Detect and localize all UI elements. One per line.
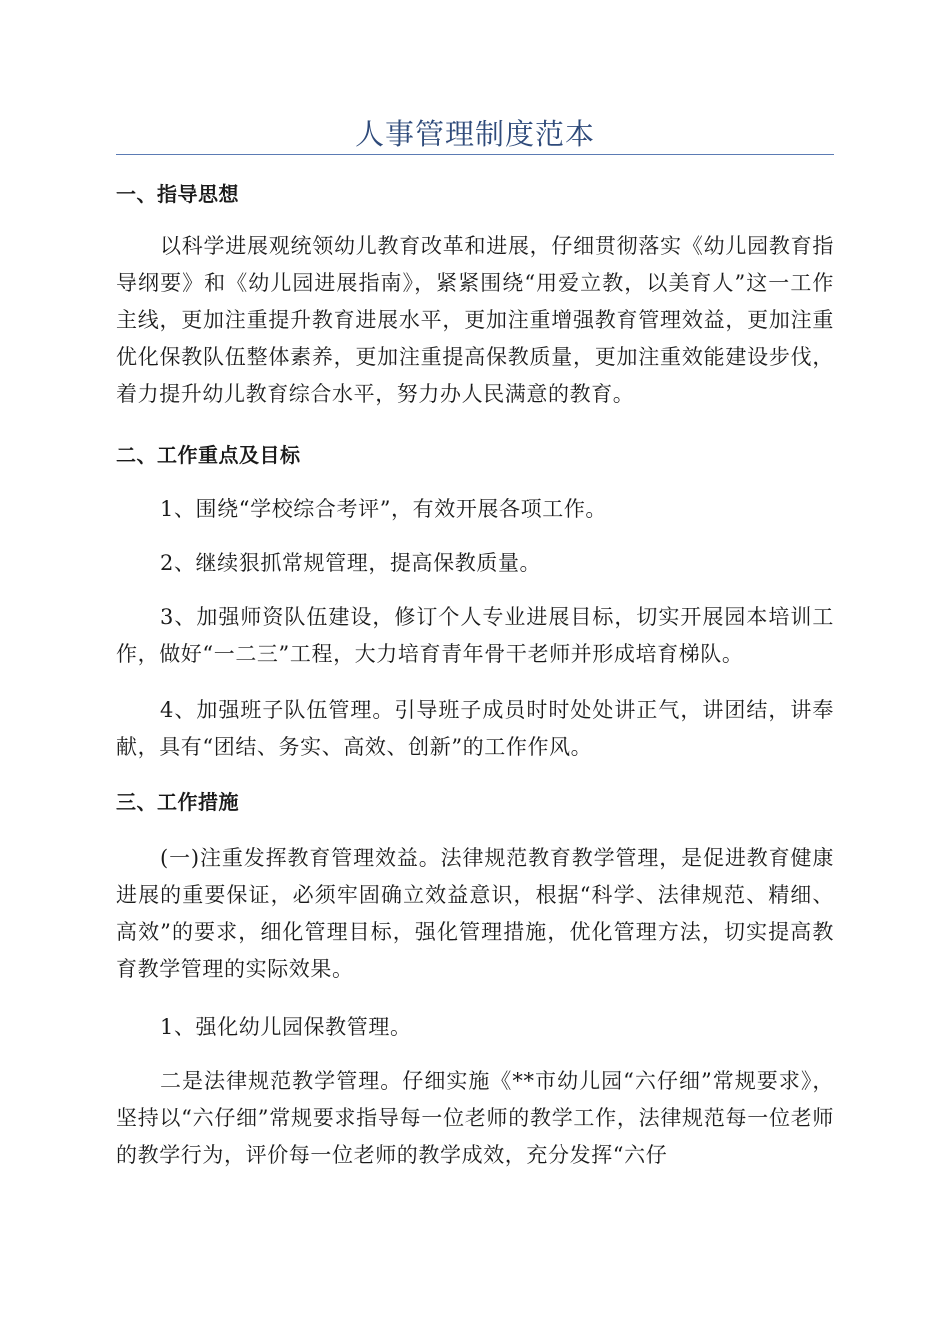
document-title: 人事管理制度范本: [354, 117, 595, 151]
paragraph-focus-item-2: 2、继续狠抓常规管理，提高保教质量。: [160, 551, 542, 575]
paragraph-focus-item-1: 1、围绕“学校综合考评”，有效开展各项工作。: [160, 497, 608, 521]
paragraph-measures-3: 二是法律规范教学管理。仔细实施《**市幼儿园“六仔细”常规要求》，坚持以“六仔细”常规要求指导每一位老师的教学工作，法律规范每一位老师的教学行为，评价每一位老师的教学成效，充分发挥“六仔: [116, 1069, 834, 1167]
paragraph-measures-2: 1、强化幼儿园保教管理。: [160, 1015, 412, 1039]
section-heading-work-focus: 二、工作重点及目标: [116, 443, 301, 467]
section-heading-guiding-thought: 一、指导思想: [116, 182, 239, 206]
paragraph-measures-1: (一)注重发挥教育管理效益。法律规范教育教学管理，是促进教育健康进展的重要保证，必须牢固确立效益意识，根据“科学、法律规范、精细、高效”的要求，细化管理目标，强化管理措施，优化管理方法，切实提高教育教学管理的实际效果。: [116, 846, 834, 981]
title-underline: [116, 154, 834, 155]
section-heading-measures: 三、工作措施: [116, 790, 239, 814]
paragraph-focus-item-4: 4、加强班子队伍管理。引导班子成员时时处处讲正气，讲团结，讲奉献，具有“团结、务实、高效、创新”的工作作风。: [116, 698, 834, 759]
paragraph-focus-item-3: 3、加强师资队伍建设，修订个人专业进展目标，切实开展园本培训工作，做好“一二三”工程，大力培育青年骨干老师并形成培育梯队。: [116, 605, 834, 666]
paragraph-guiding-thought: 以科学进展观统领幼儿教育改革和进展，仔细贯彻落实《幼儿园教育指导纲要》和《幼儿园进展指南》，紧紧围绕“用爱立教，以美育人”这一工作主线，更加注重提升教育进展水平，更加注重增强教育管理效益，更加注重优化保教队伍整体素养，更加注重提高保教质量，更加注重效能建设步伐，着力提升幼儿教育综合水平，努力办人民满意的教育。: [116, 234, 834, 406]
